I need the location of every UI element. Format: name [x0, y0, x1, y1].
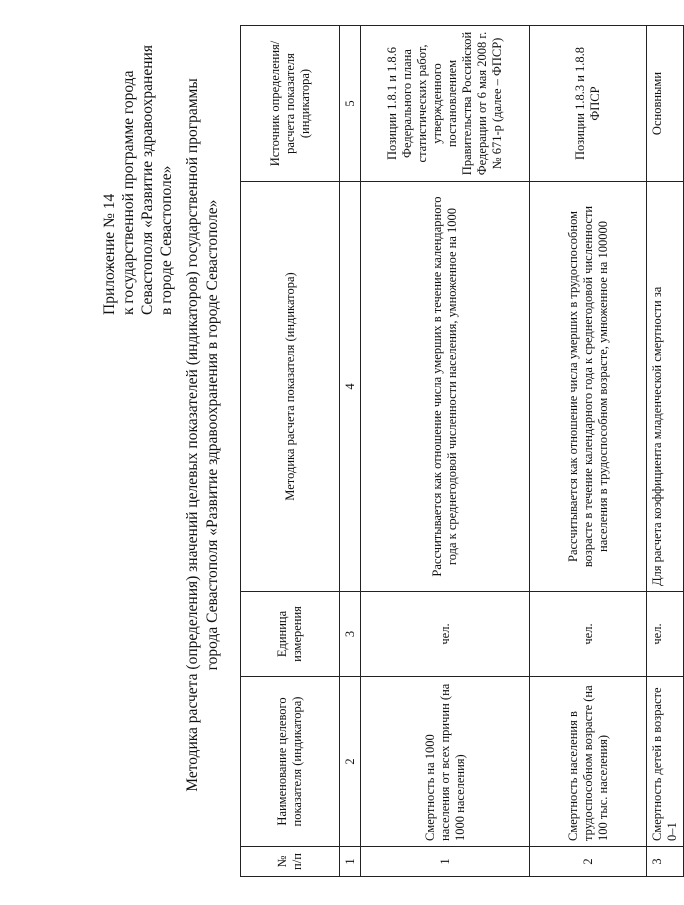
table-row	[530, 26, 647, 877]
method-cell: Рассчитывается как отношение числа умерших в трудоспособном возрасте в течение календарного года к среднегодовой численности населения в трудоспособном возрасте, умноженное на 100000	[530, 182, 647, 592]
appendix-line: Севастополя «Развитие здравоохранения	[139, 45, 156, 315]
column-number-row	[340, 26, 361, 877]
row-number-cell: 1	[361, 847, 530, 877]
column-number-cell: 2	[340, 677, 361, 847]
source-cell: Позиции 1.8.1 и 1.8.6 Федерального плана статистических работ, утвержденного постановлением Правительства Российской Федерации от 6 мая 2008 г. № 671-р (далее – ФПСР)	[361, 26, 530, 182]
method-cell: Для расчета коэффициента младенческой смертности за	[647, 182, 684, 592]
header-cell-method: Методика расчета показателя (индикатора)	[241, 182, 340, 592]
source-cell: Позиции 1.8.3 и 1.8.8 ФПСР	[530, 26, 647, 182]
indicator-name-cell: Смертность населения в трудоспособном возрасте (на 100 тыс. населения)	[530, 677, 647, 847]
heading-line: Методика расчета (определения) значений целевых показателей (индикаторов) государственной программы	[184, 78, 201, 792]
indicators-table	[240, 25, 684, 877]
appendix-block	[100, 15, 176, 315]
indicator-name-cell: Смертность на 1000 населения от всех причин (на 1000 населения)	[361, 677, 530, 847]
unit-cell: чел.	[361, 592, 530, 677]
table-header-row	[241, 26, 340, 877]
table-row	[361, 26, 530, 877]
column-number-cell: 4	[340, 182, 361, 592]
indicator-name-cell: Смертность детей в возрасте 0–1	[647, 677, 684, 847]
appendix-line: в городе Севастополе»	[158, 165, 175, 315]
appendix-line: Приложение № 14	[101, 193, 118, 315]
method-cell: Рассчитывается как отношение числа умерших в течение календарного года к среднегодовой численности населения, умноженное на 1000	[361, 182, 530, 592]
source-cell: Основными	[647, 26, 684, 182]
table-row	[647, 26, 684, 877]
header-cell-name: Наименование целевого показателя (индикатора)	[241, 677, 340, 847]
header-cell-source: Источник определения/ расчета показателя (индикатора)	[241, 26, 340, 182]
row-number-cell: 2	[530, 847, 647, 877]
column-number-cell: 1	[340, 847, 361, 877]
appendix-line: к государственной программе города	[120, 70, 137, 315]
column-number-cell: 5	[340, 26, 361, 182]
unit-cell: чел.	[647, 592, 684, 677]
document-heading	[183, 35, 223, 835]
column-number-cell: 3	[340, 592, 361, 677]
unit-cell: чел.	[530, 592, 647, 677]
header-cell-number: № п/п	[241, 847, 340, 877]
heading-line: города Севастополя «Развитие здравоохранения в городе Севастополе»	[204, 199, 221, 671]
row-number-cell: 3	[647, 847, 684, 877]
header-cell-unit: Единица измерения	[241, 592, 340, 677]
